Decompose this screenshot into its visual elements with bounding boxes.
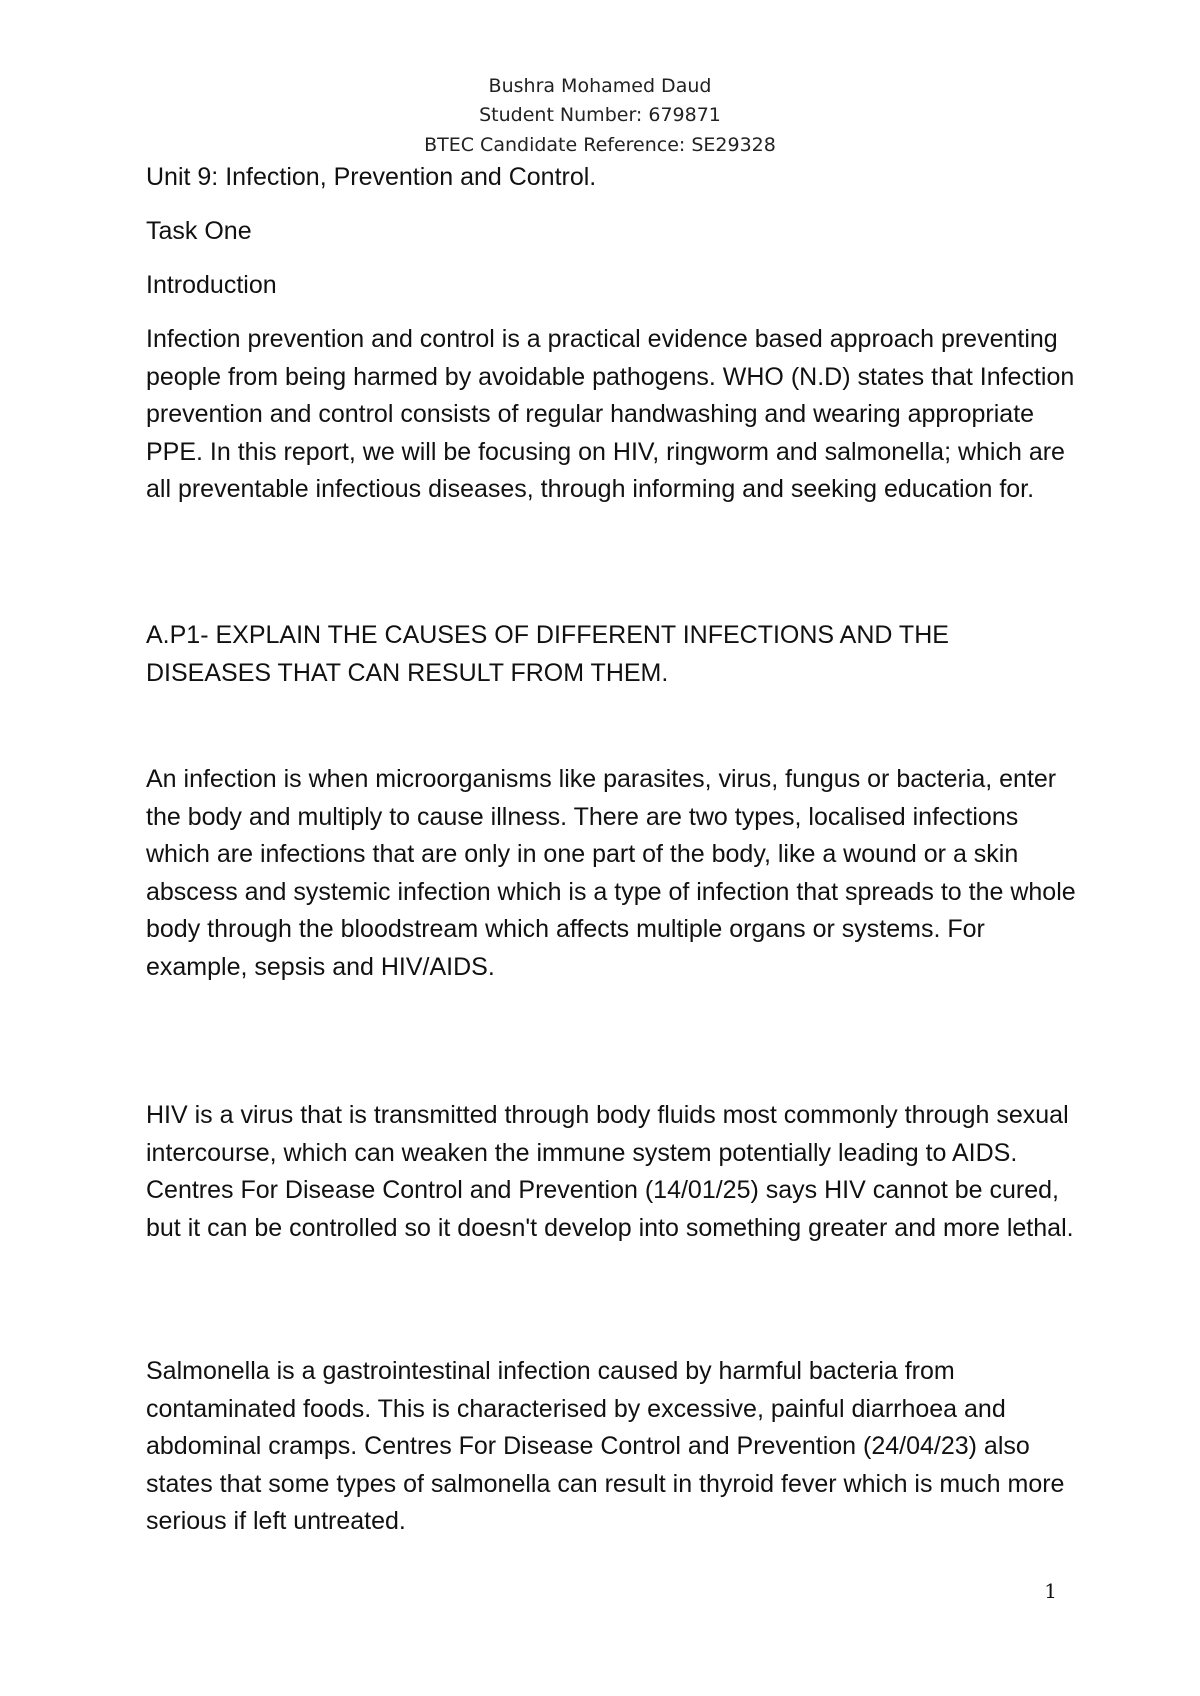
- author-name: Bushra Mohamed Daud: [488, 75, 712, 97]
- paragraph-salmonella: Salmonella is a gastrointestinal infection caused by harmful bacteria from contaminated foods. This is characterised by excessive, painful diarrhoea and abdominal cramps. Centres For Disease Control and Prevention (24/04/23) also states that some types of salmonella can result in thyroid fever which is much more serious if left untreated.: [146, 1357, 1065, 1535]
- paragraph-infection: An infection is when microorganisms like parasites, virus, fungus or bacteria, enter the body and multiply to cause illness. There are two types, localised infections which are infections that are only in one part of the body, like a wound or a skin abscess and systemic infection which is a type of infection that spreads to the whole body through the bloodstream which affects multiple organs or systems. For example, sepsis and HIV/AIDS.: [146, 765, 1076, 981]
- intro-paragraph: Infection prevention and control is a practical evidence based approach preventing people from being harmed by avoidable pathogens. WHO (N.D) states that Infection prevention and control consists of regular handwashing and wearing appropriate PPE. In this report, we will be focusing on HIV, ringworm and salmonella; which are all preventable infectious diseases, through informing and seeking education for.: [146, 325, 1075, 503]
- student-number: Student Number: 679871: [479, 104, 721, 126]
- task-title: Task One: [146, 217, 252, 245]
- intro-heading: Introduction: [146, 271, 277, 299]
- section-heading: A.P1- EXPLAIN THE CAUSES OF DIFFERENT INFECTIONS AND THE DISEASES THAT CAN RESULT FROM THEM.: [146, 621, 949, 687]
- unit-title: Unit 9: Infection, Prevention and Control.: [146, 163, 597, 191]
- paragraph-hiv: HIV is a virus that is transmitted through body fluids most commonly through sexual intercourse, which can weaken the immune system potentially leading to AIDS. Centres For Disease Control and Prevention (14/01/25) says HIV cannot be cured, but it can be controlled so it doesn't develop into something greater and more lethal.: [146, 1101, 1074, 1242]
- page-number: 1: [1044, 1579, 1057, 1603]
- candidate-reference: BTEC Candidate Reference: SE29328: [424, 134, 776, 156]
